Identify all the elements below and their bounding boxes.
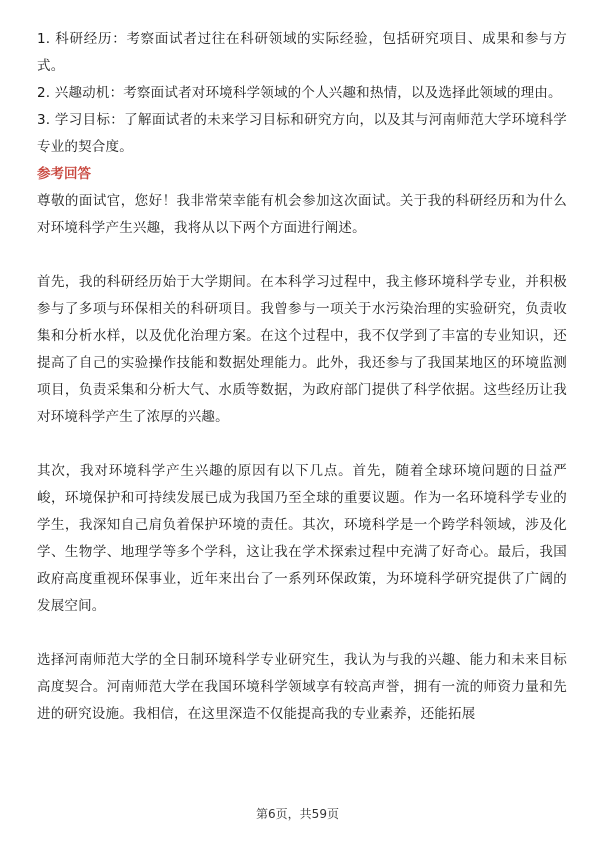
answer-paragraph-interest: 其次，我对环境科学产生兴趣的原因有以下几点。首先，随着全球环境问题的日益严峻，环境保护和可持续发展已成为我国乃至全球的重要议题。作为一名环境科学专业的学生，我深知自己肩负着保护环境的责任。其次，环境科学是一个跨学科领域，涉及化学、生物学、地理学等多个学科，这让我在学术探索过程中充满了好奇心。最后，我国政府高度重视环保事业，近年来出台了一系列环保政策，为环境科学研究提供了广阔的发展空间。 [37, 463, 567, 614]
paragraph-spacer [37, 620, 567, 647]
question-item-interest-motivation: 2. 兴趣动机：考察面试者对环境科学领域的个人兴趣和热情，以及选择此领域的理由。 [37, 85, 562, 101]
paragraph-spacer [37, 431, 567, 458]
question-item-study-goals: 3. 学习目标：了解面试者的未来学习目标和研究方向，以及其与河南师范大学环境科学专业的契合度。 [37, 112, 567, 155]
page-number-footer: 第6页，共59页 [256, 807, 339, 821]
page-content [37, 26, 567, 728]
question-item-research-experience: 1. 科研经历：考察面试者过往在科研领域的实际经验，包括研究项目、成果和参与方式。 [37, 31, 567, 74]
paragraph-spacer [37, 242, 567, 269]
answer-intro-paragraph: 尊敬的面试官，您好！我非常荣幸能有机会参加这次面试。关于我的科研经历和为什么对环境科学产生兴趣，我将从以下两个方面进行阐述。 [37, 193, 567, 236]
answer-paragraph-school-choice: 选择河南师范大学的全日制环境科学专业研究生，我认为与我的兴趣、能力和未来目标高度契合。河南师范大学在我国环境科学领域享有较高声誉，拥有一流的师资力量和先进的研究设施。我相信，在这里深造不仅能提高我的专业素养，还能拓展 [37, 652, 567, 722]
answer-section-title: 参考回答 [37, 166, 91, 182]
answer-paragraph-research: 首先，我的科研经历始于大学期间。在本科学习过程中，我主修环境科学专业，并积极参与了多项与环保相关的科研项目。我曾参与一项关于水污染治理的实验研究，负责收集和分析水样，以及优化治理方案。在这个过程中，我不仅学到了丰富的专业知识，还提高了自己的实验操作技能和数据处理能力。此外，我还参与了我国某地区的环境监测项目，负责采集和分析大气、水质等数据，为政府部门提供了科学依据。这些经历让我对环境科学产生了浓厚的兴趣。 [37, 274, 567, 425]
